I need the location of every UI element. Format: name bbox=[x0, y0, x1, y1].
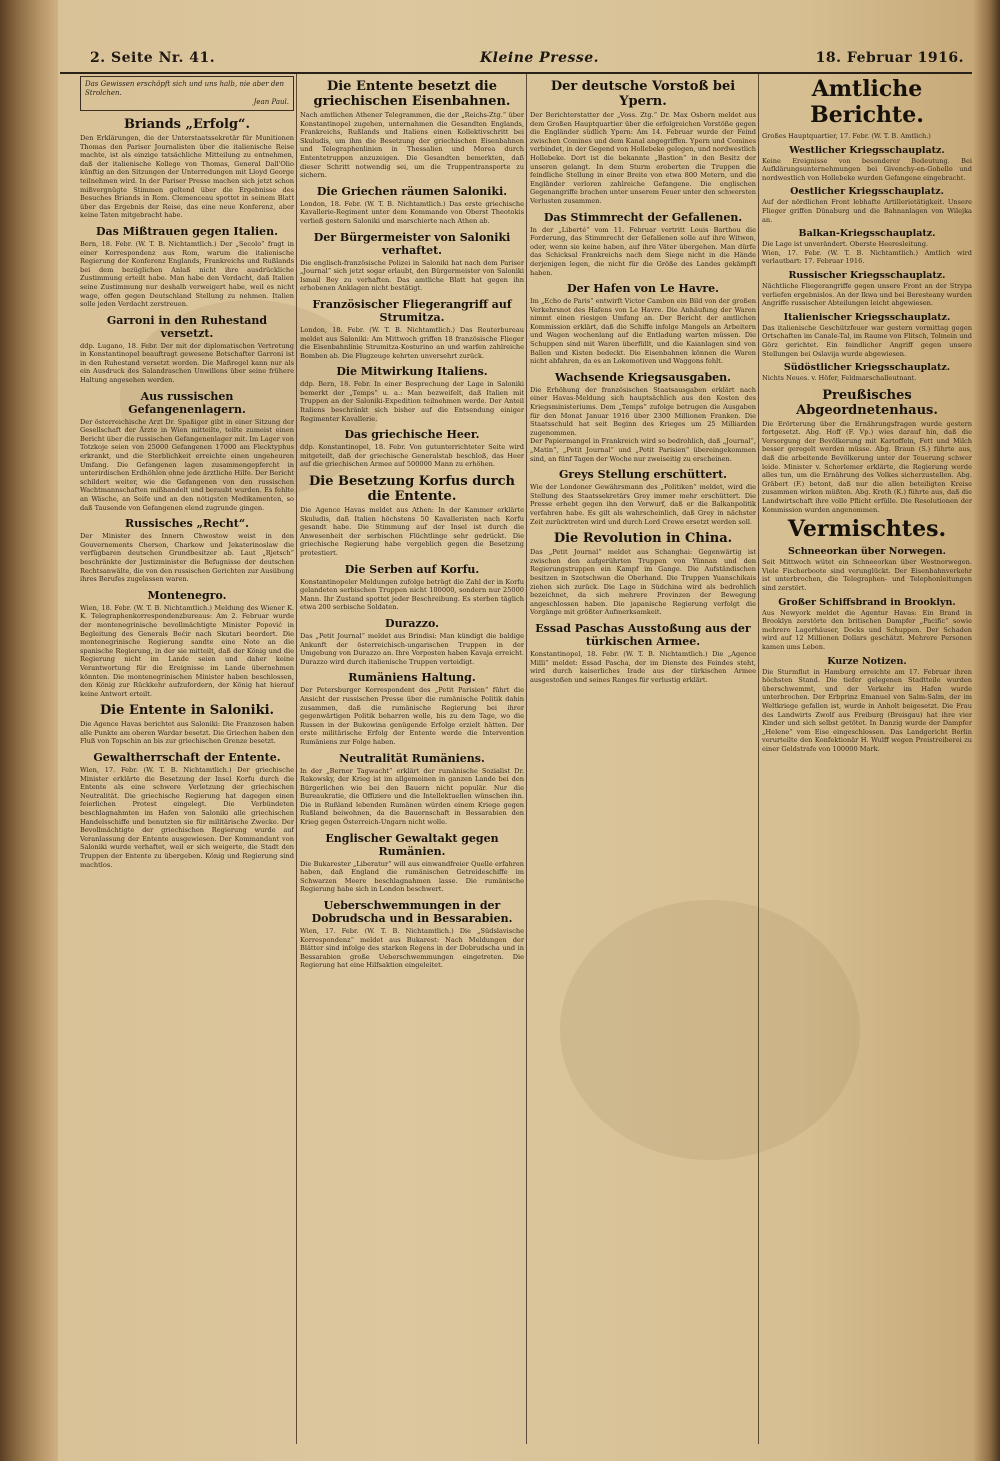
article-text: Wien, 17. Febr. (W. T. B. Nichtamtlich.) Amtlich wird verlautbart: 17. Februar 1916. bbox=[762, 248, 972, 266]
newspaper-sheet bbox=[60, 40, 972, 1450]
newspaper-title: Kleine Presse. bbox=[480, 50, 600, 66]
article-headline: Die Revolution in China. bbox=[553, 531, 733, 547]
article-text: Wie der Londoner Gewährsmann des „Politiken“ meldet, wird die Stellung des Staatssekretärs Grey immer mehr erschüttert. Die Presse erhebt gegen ihn den Vorwurf, daß er die Balkanpolitik verfahren habe. Es gilt als wahrscheinlich, daß Grey in nächster Zeit zurücktreten wird und durch Lord Crewe ersetzt werden soll. bbox=[530, 483, 756, 526]
subheading: Großer Schiffsbrand in Brooklyn. bbox=[778, 596, 956, 608]
article-headline: Der deutsche Vorstoß bei Ypern. bbox=[550, 79, 736, 109]
issue-date: 18. Februar 1916. bbox=[815, 50, 964, 66]
article-headline: Preußisches Abgeordnetenhaus. bbox=[796, 387, 938, 418]
column-2 bbox=[300, 74, 524, 1444]
article-text: London, 18. Febr. (W. T. B. Nichtamtlich.) Das Reuterbureau meldet aus Saloniki: Am Mittwoch griffen 18 französische Flieger die Eisenbahnlinie Strumitza-Kosturino an und warfen zahlreiche Bomben ab. Die Flugzeuge kehrten unversehrt zurück. bbox=[300, 325, 524, 360]
subheading: Oestlicher Kriegsschauplatz. bbox=[790, 186, 944, 198]
article-text: ddp. Lugano, 18. Febr. Der mit der diplomatischen Vertretung in Konstantinopel beauftragt gewesene Botschafter Garroni ist in den Ruhestand versetzt worden. Die Maßregel kann nur als ein Ausdruck des Salandraschen Unwillens über seine frühere Haltung angesehen werden. bbox=[80, 341, 294, 385]
article-headline: Essad Paschas Ausstoßung aus der türkischen Armee. bbox=[535, 621, 751, 648]
article-text: ddp. Konstantinopel, 18. Febr. Von gutunterrichteter Seite wird mitgeteilt, daß der griechische Generalstab beschloß, das Heer auf die griechischen Armee auf 500000 Mann zu erhöhen. bbox=[300, 443, 524, 469]
article-headline: Greys Stellung erschüttert. bbox=[558, 468, 728, 482]
article-text: Der Petersburger Korrespondent des „Petit Parisien“ führt die Ansicht der russischen Presse über die rumänische Politik dahin zusammen, daß die rumänische Regierung bei ihrer gegenwärtigen Politik beharren wolle, bis zu dem Tage, wo die Russen in der Bukowina genügende Erfolge erzielt hätten. Der erste militärische Erfolg der Entente werde die Intervention Rumäniens zur Folge haben. bbox=[300, 686, 524, 746]
article-headline: Der Hafen von Le Havre. bbox=[567, 282, 719, 296]
article-headline: Die Entente besetzt die griechischen Eisenbahnen. bbox=[313, 79, 511, 109]
article-text: Wien, 18. Febr. (W. T. B. Nichtamtlich.) Meldung des Wiener K. K. Telegraphenkorrespondenzbureaus: Am 2. Februar wurde der montenegrinische bevollmächtigte Minister Popović in Begleitung des Generals Bećir nach Skutari beordert. Die montenegrinische Regierung sandte eine Note an die spanische Regierung, in der sie mitteilt, daß der König und die Regierung nicht im Lande seien und daher keine Verantwortung für die Ereignisse im Lande übernehmen könnten. Die montenegrinischen Minister haben beschlossen, den König zur Rückkehr aufzufordern, der König hat hierauf keine Antwort erteilt. bbox=[80, 603, 294, 698]
article-text: Die Erörterung über die Ernährungsfragen wurde gestern fortgesetzt. Abg. Hoff (F. Vp.) wies darauf hin, daß die Versorgung der Bevölkerung mit Kartoffeln, Fett und Milch besser geregelt werden müsse. Abg. Braun (S.) führte aus, daß die arbeitende Bevölkerung unter der Teuerung schwer leide. Minister v. Schorlemer erklärte, die Regierung werde alles tun, um die Ernährung des Volkes sicherzustellen. Abg. Gräbert (F.) betont, daß nur die allen beteiligten Kreise zusammen wirken müßten. Abg. Kreth (K.) führte aus, daß die Landwirtschaft ihre volle Pflicht erfülle. Die Resolutionen der Kommission wurden angenommen. bbox=[762, 419, 972, 514]
column-rule bbox=[296, 74, 297, 1444]
article-text: Aus Newyork meldet die Agentur Havas: Ein Brand in Brooklyn zerstörte den britischen Dampfer „Pacific“ sowie mehrere Lagerhäuser, Docks und Schuppen. Der Schaden wird auf 12 Millionen Dollars geschätzt. Mehrere Personen kamen ums Leben. bbox=[762, 608, 972, 651]
article-text: Auf der nördlichen Front lebhafte Artillerietätigkeit. Unsere Flieger griffen Dünaburg und die Bahnanlagen von Wilejka an. bbox=[762, 198, 972, 224]
article-text: Die Agence Havas meldet aus Athen: In der Kammer erklärte Skuludis, daß Italien höchstens 50 Kavalleristen nach Korfu gesandt habe. Die Stimmung auf der Insel ist durch die Anwesenheit der serbischen Flüchtlinge sehr gedrückt. Die griechische Regierung habe vergeblich gegen die Besetzung protestiert. bbox=[300, 506, 524, 557]
subheading: Schneeorkan über Norwegen. bbox=[788, 546, 946, 558]
article-headline: Durazzo. bbox=[385, 616, 439, 630]
article-headline: Neutralität Rumäniens. bbox=[339, 751, 485, 765]
article-headline: Das griechische Heer. bbox=[344, 428, 480, 442]
subheading: Russischer Kriegsschauplatz. bbox=[788, 269, 946, 281]
motto-author: Jean Paul. bbox=[253, 98, 289, 106]
page-header bbox=[60, 46, 972, 74]
article-text: London, 18. Febr. (W. T. B. Nichtamtlich.) Das erste griechische Kavallerie-Regiment unter dem Kommando von Oberst Theotokis verließ gestern Saloniki und marschierte nach Athen ab. bbox=[300, 199, 524, 225]
motto-box bbox=[80, 76, 294, 111]
subheading: Balkan-Kriegsschauplatz. bbox=[798, 228, 936, 240]
article-text: Nächtliche Fliegerangriffe gegen unsere Front an der Strypa verliefen ergebnislos. An der Ikwa und bei Beresteany wurden Angriffe russischer Abteilungen leicht abgewiesen. bbox=[762, 281, 972, 308]
article-headline: Ueberschwemmungen in der Dobrudscha und in Bessarabien. bbox=[311, 899, 513, 926]
article-headline: Die Mitwirkung Italiens. bbox=[336, 365, 488, 379]
article-headline: Briands „Erfolg“. bbox=[123, 117, 251, 132]
article-text: Wien, 17. Febr. (W. T. B. Nichtamtlich.) Der griechische Minister erklärte die Besetzung der Insel Korfu durch die Entente als eine schwere Verletzung der griechischen Neutralität. Die griechische Regierung hat dagegen einen feierlichen Protest eingelegt. Die Verbündeten beschlagnahmten im Hafen von Saloniki alle griechischen Handelsschiffe und benutzten sie für militärische Zwecke. Der Bevollmächtigte der griechischen Regierung wurde auf Veranlassung der Entente ausgewiesen. Der Kommandant von Saloniki wurde verhaftet, weil er sich weigerte, die Stadt den Truppen der Entente zu übergeben. König und Regierung sind machtlos. bbox=[80, 766, 294, 869]
article-text: Die Agence Havas berichtet aus Saloniki: Die Franzosen haben alle Punkte am oberen Wardar besetzt. Die Griechen haben den Fluß von Topschin an bis zur griechischen Grenze besetzt. bbox=[80, 720, 294, 746]
article-text: ddp. Bern, 18. Febr. In einer Besprechung der Lage in Saloniki bemerkt der „Temps“ u. a.: Man bezweifelt, daß Italien mit Truppen an der Saloniki-Expedition teilnehmen werde. Der Anteil Italiens beschränkt sich bisher auf die Entsendung einiger Regimenter Kavallerie. bbox=[300, 380, 524, 423]
article-text: Die Bukarester „Liberatur“ will aus einwandfreier Quelle erfahren haben, daß England die rumänischen Getreideschiffe im Schwarzen Meere beschlagnahmen lasse. Die rumänische Regierung habe sich in London beschwert. bbox=[300, 859, 524, 894]
section-heading: Amtliche Berichte. bbox=[810, 76, 924, 128]
article-headline: Die Serben auf Korfu. bbox=[344, 562, 480, 576]
article-headline: Die Entente in Saloniki. bbox=[99, 703, 275, 719]
article-text: Wien, 17. Febr. (W. T. B. Nichtamtlich.) Die „Südslavische Korrespondenz“ meldet aus Bukarest: Nach Meldungen der Blätter sind infolge des starken Regens in der Dobrudscha und in Bessarabien große Ueberschwemmungen eingetreten. Die Regierung hat eine Hilfsaktion eingeleitet. bbox=[300, 927, 524, 970]
page-edge bbox=[974, 0, 1000, 1461]
page-number: 2. Seite Nr. 41. bbox=[90, 50, 216, 66]
article-text: Die englisch-französische Polizei in Saloniki hat nach dem Pariser „Journal“ sich jetzt sogar erlaubt, den Bürgermeister von Saloniki Ismail Bey zu verhaften. Das amtliche Blatt hat gegen ihn erhobenen Anklagen nicht bestätigt. bbox=[300, 258, 524, 293]
subheading: Westlicher Kriegsschauplatz. bbox=[789, 144, 945, 156]
article-text: Die Erhöhung der französischen Staatsausgaben erklärt nach einer Havas-Meldung sich hauptsächlich aus den Kosten des Kriegsministeriums. Dem „Temps“ zufolge betrugen die Ausgaben für den Monat Januar 1916 über 2300 Millionen Franken. Die Staatsschuld hat seit Beginn des Krieges um 25 Milliarden zugenommen. bbox=[530, 385, 756, 437]
article-headline: Die Besetzung Korfus durch die Entente. bbox=[309, 474, 515, 505]
article-text: Der österreichische Arzt Dr. Spaßiger gibt in einer Sitzung der Gesellschaft der Ärzte in Wien mitteilte, teilte zumeist einen Bericht über die russischen Gefangenenlager mit. Im Lager von Totzkoje seien von 25000 Gefangenen 17000 am Flecktyphus erkrankt, und die Sterblichkeit erreichte einen ungeheuren Umfang. Die Gefangenen lagen zusammengepfercht in unterirdischen Erdhöhlen ohne jede ärztliche Hilfe. Der Bericht schildert weiter, wie die Gefangenen von den russischen Wachtmannschaften mißhandelt und beraubt wurden. Es fehlte an Wäsche, an Seife und an den nötigsten Medikamenten, so daß Tausende von Gefangenen elend zugrunde gingen. bbox=[80, 417, 294, 512]
article-headline: Der Bürgermeister von Saloniki verhaftet. bbox=[313, 230, 511, 257]
article-text: Großes Hauptquartier, 17. Febr. (W. T. B. Amtlich.) bbox=[762, 132, 931, 140]
article-text: Seit Mittwoch wütet ein Schneeorkan über Westnorwegen. Viele Fischerboote sind verunglückt. Der Eisenbahnverkehr ist unterbrochen, die Telegraphen- und Telephonleitungen sind zerstört. bbox=[762, 558, 972, 592]
article-text: Konstantinopeler Meldungen zufolge beträgt die Zahl der in Korfu gelandeten serbischen Truppen nicht 100000, sondern nur 25000 Mann. Ihr Zustand spottet jeder Beschreibung. Es sterben täglich etwa 200 serbische Soldaten. bbox=[300, 577, 524, 612]
article-headline: Wachsende Kriegsausgaben. bbox=[555, 370, 731, 384]
article-text: Der Papiermangel in Frankreich wird so bedrohlich, daß „Journal“, „Matin“, „Petit Journal“ und „Petit Parisien“ übereingekommen sind, an fünf Tagen der Woche nur zweiseitig zu erscheinen. bbox=[530, 437, 756, 463]
article-text: Die Sturmflut in Hamburg erreichte am 17. Februar ihren höchsten Stand. Die tiefer gelegenen Stadtteile wurden überschwemmt, und der Verkehr im Hafen wurde unterbrochen. Der Erbprinz Emanuel von Salm-Salm, der im Weltkriege gefallen ist, wurde in Anholt beigesetzt. Die Frau des Landwirts Zwolf aus Freiburg (Breisgau) hat ihre vier Kinder und sich selbst getötet. In Danzig wurde der Dampfer „Helene“ vom Eise eingeschlossen. Das Landgericht Berlin verurteilte den Konfektionär H. Wulff wegen Preistreiberei zu einer Geldstrafe von 100000 Mark. bbox=[762, 667, 972, 753]
column-rule bbox=[526, 74, 527, 1444]
article-headline: Rumäniens Haltung. bbox=[348, 671, 476, 685]
column-3 bbox=[530, 74, 756, 1444]
article-headline: Das Mißtrauen gegen Italien. bbox=[96, 224, 278, 238]
article-headline: Englischer Gewaltakt gegen Rumänien. bbox=[325, 831, 499, 858]
article-headline: Das Stimmrecht der Gefallenen. bbox=[543, 210, 743, 224]
article-text: Das „Petit Journal“ meldet aus Brindisi: Man kündigt die baldige Ankunft der österreichisch-ungarischen Truppen in der Umgebung von Durazzo an. Ihre Vorposten haben Kavaja erreicht. Durazzo wird durch italienische Truppen verteidigt. bbox=[300, 631, 524, 666]
section-heading: Vermischtes. bbox=[787, 516, 947, 543]
subheading: Kurze Notizen. bbox=[827, 655, 907, 667]
subheading: Südöstlicher Kriegsschauplatz. bbox=[783, 362, 951, 374]
article-headline: Aus russischen Gefangenenlagern. bbox=[128, 389, 246, 416]
article-headline: Gewaltherrschaft der Entente. bbox=[93, 751, 281, 765]
article-headline: Die Griechen räumen Saloniki. bbox=[316, 184, 508, 198]
motto-text: Das Gewissen erschöpft sich und uns halb, nie aber den Strolchen. bbox=[85, 80, 284, 97]
article-headline: Montenegro. bbox=[147, 588, 227, 602]
article-text: Der Minister des Innern Chwostow weist in den Gouvernements Cherson, Charkow und Jekaterinoslaw die verfügbaren deutschen Grundbesitzer ab. Laut „Rjetsch“ beschränkte der Justizminister die Befugnisse der deutschen Rechtsanwälte, die von den russischen Gerichten zur Ausübung ihres Berufes zugelassen waren. bbox=[80, 532, 294, 584]
article-text: Der Berichterstatter der „Voss. Ztg.“ Dr. Max Osborn meldet aus dem Großen Hauptquartier über die erfolgreichen Vorstöße gegen die Engländer südlich Ypern: Am 14. Februar wurde der Feind zwischen Comines und dem Kanal angegriffen. Ypern und Comines verbindet, in der Gegend von Hollebeke gelegen, und nordwestlich Hollebeke. Dort ist die bekannte „Bastion“ in den Besitz der unseren gelangt. In dem Sturm eroberten die Truppen die feindliche Stellung in einer Breite von etwa 800 Metern, und die Engländer verloren zahlreiche Gefangene. Die englischen Gegenangriffe brachen unter unserem Feuer unter den schwersten Verlusten zusammen. bbox=[530, 111, 756, 205]
subheading: Italienischer Kriegsschauplatz. bbox=[783, 311, 951, 323]
article-text: Nichts Neues. v. Höfer, Feldmarschalleutnant. bbox=[762, 374, 917, 383]
article-text: Den Erklärungen, die der Unterstaatssekretär für Munitionen Thomas den Pariser Journalisten über die italienische Reise machte, ist als einzige tatsächliche Mitteilung zu entnehmen, daß der italienische Kollege von Thomas, General Dall'Olio künftig an den Sitzungen der Unterredungen mit Lloyd George teilnehmen wird. In der Pariser Presse machen sich jetzt schon mißvergnügte Stimmen geltend über die Ergebnisse des Besuches Briands in Rom. Clemenceau spottet in seinem Blatt über das Ergebnis der Reise, das eine neue Konferenz, aber keine Taten mitgebracht habe. bbox=[80, 134, 294, 220]
article-text: Keine Ereignisse von besonderer Bedeutung. Bei Aufklärungsunternehmungen bei Givenchy-en-Gohelle und nordwestlich von Hollebeke wurden Gefangene eingebracht. bbox=[762, 156, 972, 182]
column-4 bbox=[762, 74, 972, 1444]
article-text: In der „Liberté“ vom 11. Februar vertritt Louis Barthou die Forderung, das Stimmrecht der Gefallenen solle auf ihre Witwen, oder, wenn sie keine haben, auf ihre Väter übergehen. Man dürfe das Schicksal Frankreichs nach dem Siege nicht in die Hände derjenigen legen, die nicht für die Größe des Landes gekämpft haben. bbox=[530, 225, 756, 277]
article-text: Das „Petit Journal“ meldet aus Schanghai: Gegenwärtig ist zwischen den aufgerührten Truppen von Yünnan und den Regierungstruppen ein Kampf im Gange. Die Aufständischen besitzen in Szetschwan die Oberhand. Die Truppen Yuanschikais ziehen sich zurück. Die Lage in Südchina wird als bedrohlich bezeichnet, da sich mehrere Provinzen der Bewegung angeschlossen haben. Die japanische Regierung verfolgt die Vorgänge mit größter Aufmerksamkeit. bbox=[530, 548, 756, 617]
article-text: Bern, 18. Febr. (W. T. B. Nichtamtlich.) Der „Secolo“ fragt in einer Korrespondenz aus Rom, warum die italienische Regierung der Konferenz Englands, Frankreichs und Rußlands bei dem bezüglichen Anlaß nicht ihre ausdrückliche Zustimmung erteilt habe. Man habe den Verdacht, daß Italien seine Zustimmung nur deshalb verweigert habe, weil es nicht wage, offen gegen Deutschland Stellung zu nehmen. Italien solle jeden Verdacht zerstreuen. bbox=[80, 239, 294, 309]
article-text: Die Lage ist unverändert. Oberste Heeresleitung. bbox=[762, 240, 929, 249]
article-text: Konstantinopel, 18. Febr. (W. T. B. Nichtamtlich.) Die „Agence Milli“ meldet: Essad Pascha, der im Dienste des Feindes steht, wird durch kaiserliches Irade aus der türkischen Armee ausgestoßen und seines Ranges für verlustig erklärt. bbox=[530, 649, 756, 684]
article-text: In der „Berner Tagwacht“ erklärt der rumänische Sozialist Dr. Rakowsky, der Krieg ist im allgemeinen in ganzen Lande bei den Bürgerlichen wie bei den Bauern nicht populär. Nur die Bureaukratie, die Offiziere und die Intellektuellen wünschen ihn. Die in Rußland lebenden Rumänen würden einem Kriege gegen Rußland beiwohnen, da die Bauernschaft in Bessarabien den Krieg gegen Österreich-Ungarn nicht wolle. bbox=[300, 766, 524, 827]
book-spine bbox=[0, 0, 58, 1461]
article-text: Nach amtlichen Athener Telegrammen, die der „Reichs-Ztg.“ über Konstantinopel zugehen, unternahmen die Gesandten Englands, Frankreichs, Rußlands und Italiens einen Kollektivschritt bei Skuludis, um ihm die Besetzung der griechischen Eisenbahnen und Telegraphenlinien in Thessalien und Morea durch Ententetruppen anzuzeigen. Die Gesandten bemerkten, daß dieser Schritt notwendig sei, um die Truppentransporte zu sichern. bbox=[300, 111, 524, 180]
article-headline: Französischer Fliegerangriff auf Strumitza. bbox=[312, 297, 512, 324]
column-1 bbox=[80, 74, 294, 1444]
article-text: Im „Echo de Paris“ entwirft Victor Cambon ein Bild von der großen Verkehrsnot des Hafens von Le Havre. Die Anhäufung der Waren nimmt einen riesigen Umfang an. Der Bericht der amtlichen Kommission erklärt, daß die Schiffe infolge Mangels an Arbeitern und Wagen wochenlang auf die Entladung warten müssen. Die Schuppen sind mit Waren überfüllt, und die Kaianlagen sind von Ballen und Kisten bedeckt. Die Eisenbahnen können die Waren nicht abfahren, da es an Lokomotiven und Waggons fehlt. bbox=[530, 297, 756, 366]
article-headline: Russisches „Recht“. bbox=[124, 517, 249, 531]
article-text: Das italienische Geschützfeuer war gestern vormittag gegen Ortschaften im Canale-Tal, im Raume von Flitsch, Tolmein und Görz gerichtet. Ein feindlicher Angriff gegen unsere Stellungen bei Oslavija wurde abgewiesen. bbox=[762, 323, 972, 358]
column-rule bbox=[758, 74, 759, 1444]
article-headline: Garroni in den Ruhestand versetzt. bbox=[106, 313, 268, 340]
